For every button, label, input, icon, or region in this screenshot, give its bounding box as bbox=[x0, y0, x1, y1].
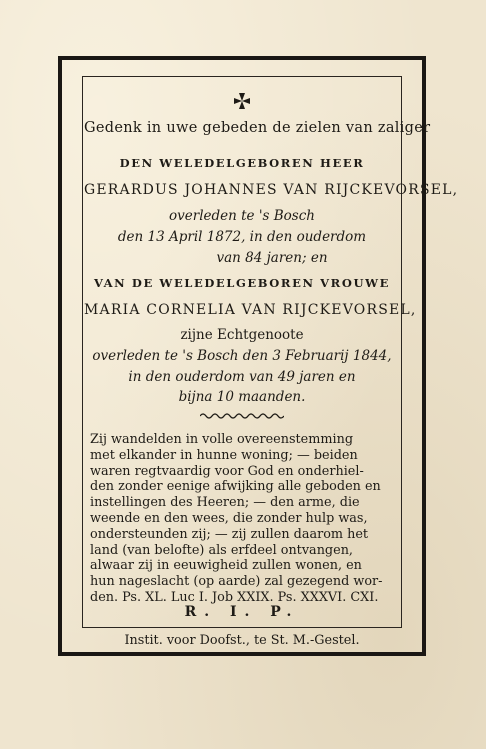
death-line-wife: overleden te 's Bosch den 3 Februarij 1844, bbox=[92, 348, 392, 364]
epitaph-paragraph bbox=[90, 432, 394, 606]
wavy-divider-icon bbox=[200, 412, 284, 420]
age-line-wife: in den ouderdom van 49 jaren en bbox=[128, 369, 356, 385]
epitaph-line: Zij wandelden in volle overeenstemming bbox=[90, 432, 354, 447]
epitaph-line: instellingen des Heeren; — den arme, die bbox=[90, 495, 360, 511]
epitaph-line: hun nageslacht (op aarde) zal gezegend wor- bbox=[90, 574, 383, 590]
rip-line: R. I. P. bbox=[184, 604, 300, 620]
age-line-wife-2: bijna 10 maanden. bbox=[178, 389, 306, 405]
age-husband: van 84 jaren; en bbox=[216, 250, 328, 266]
epitaph-line: den. Ps. XL. Luc I. Job XXIX. Ps. XXXVI. CXI. bbox=[90, 589, 379, 605]
name-husband: GERARDUS JOHANNES VAN RIJCKEVORSEL, bbox=[84, 182, 459, 198]
cross-pattee-icon bbox=[233, 92, 251, 110]
title-husband: DEN WELEDELGEBOREN HEER bbox=[119, 156, 365, 170]
intro-line: Gedenk in uwe gebeden de zielen van zaliger bbox=[84, 120, 431, 136]
epitaph-line: ondersteunden zij; — zij zullen daarom het bbox=[90, 526, 369, 542]
epitaph-line: waren regtvaardig voor God en onderhiel- bbox=[90, 463, 364, 479]
title-wife: VAN DE WELEDELGEBOREN VROUWE bbox=[94, 276, 390, 290]
epitaph-line: met elkander in hunne woning; — beiden bbox=[90, 447, 358, 463]
epitaph-line: den zonder eenige afwijking alle geboden en bbox=[90, 479, 381, 495]
epitaph-line: weende en den wees, die zonder hulp was, bbox=[90, 510, 368, 526]
spouse-label: zijne Echtgenoote bbox=[180, 327, 304, 343]
epitaph-line: land (van belofte) als erfdeel ontvangen, bbox=[90, 542, 354, 558]
epitaph-line: alwaar zij in eeuwigheid zullen wonen, en bbox=[90, 558, 362, 574]
death-place-husband: overleden te 's Bosch bbox=[169, 208, 315, 224]
name-wife: MARIA CORNELIA VAN RIJCKEVORSEL, bbox=[84, 302, 417, 318]
printer-footer: Instit. voor Doofst., te St. M.-Gestel. bbox=[124, 633, 360, 648]
death-date-husband: den 13 April 1872, in den ouderdom bbox=[117, 229, 367, 245]
